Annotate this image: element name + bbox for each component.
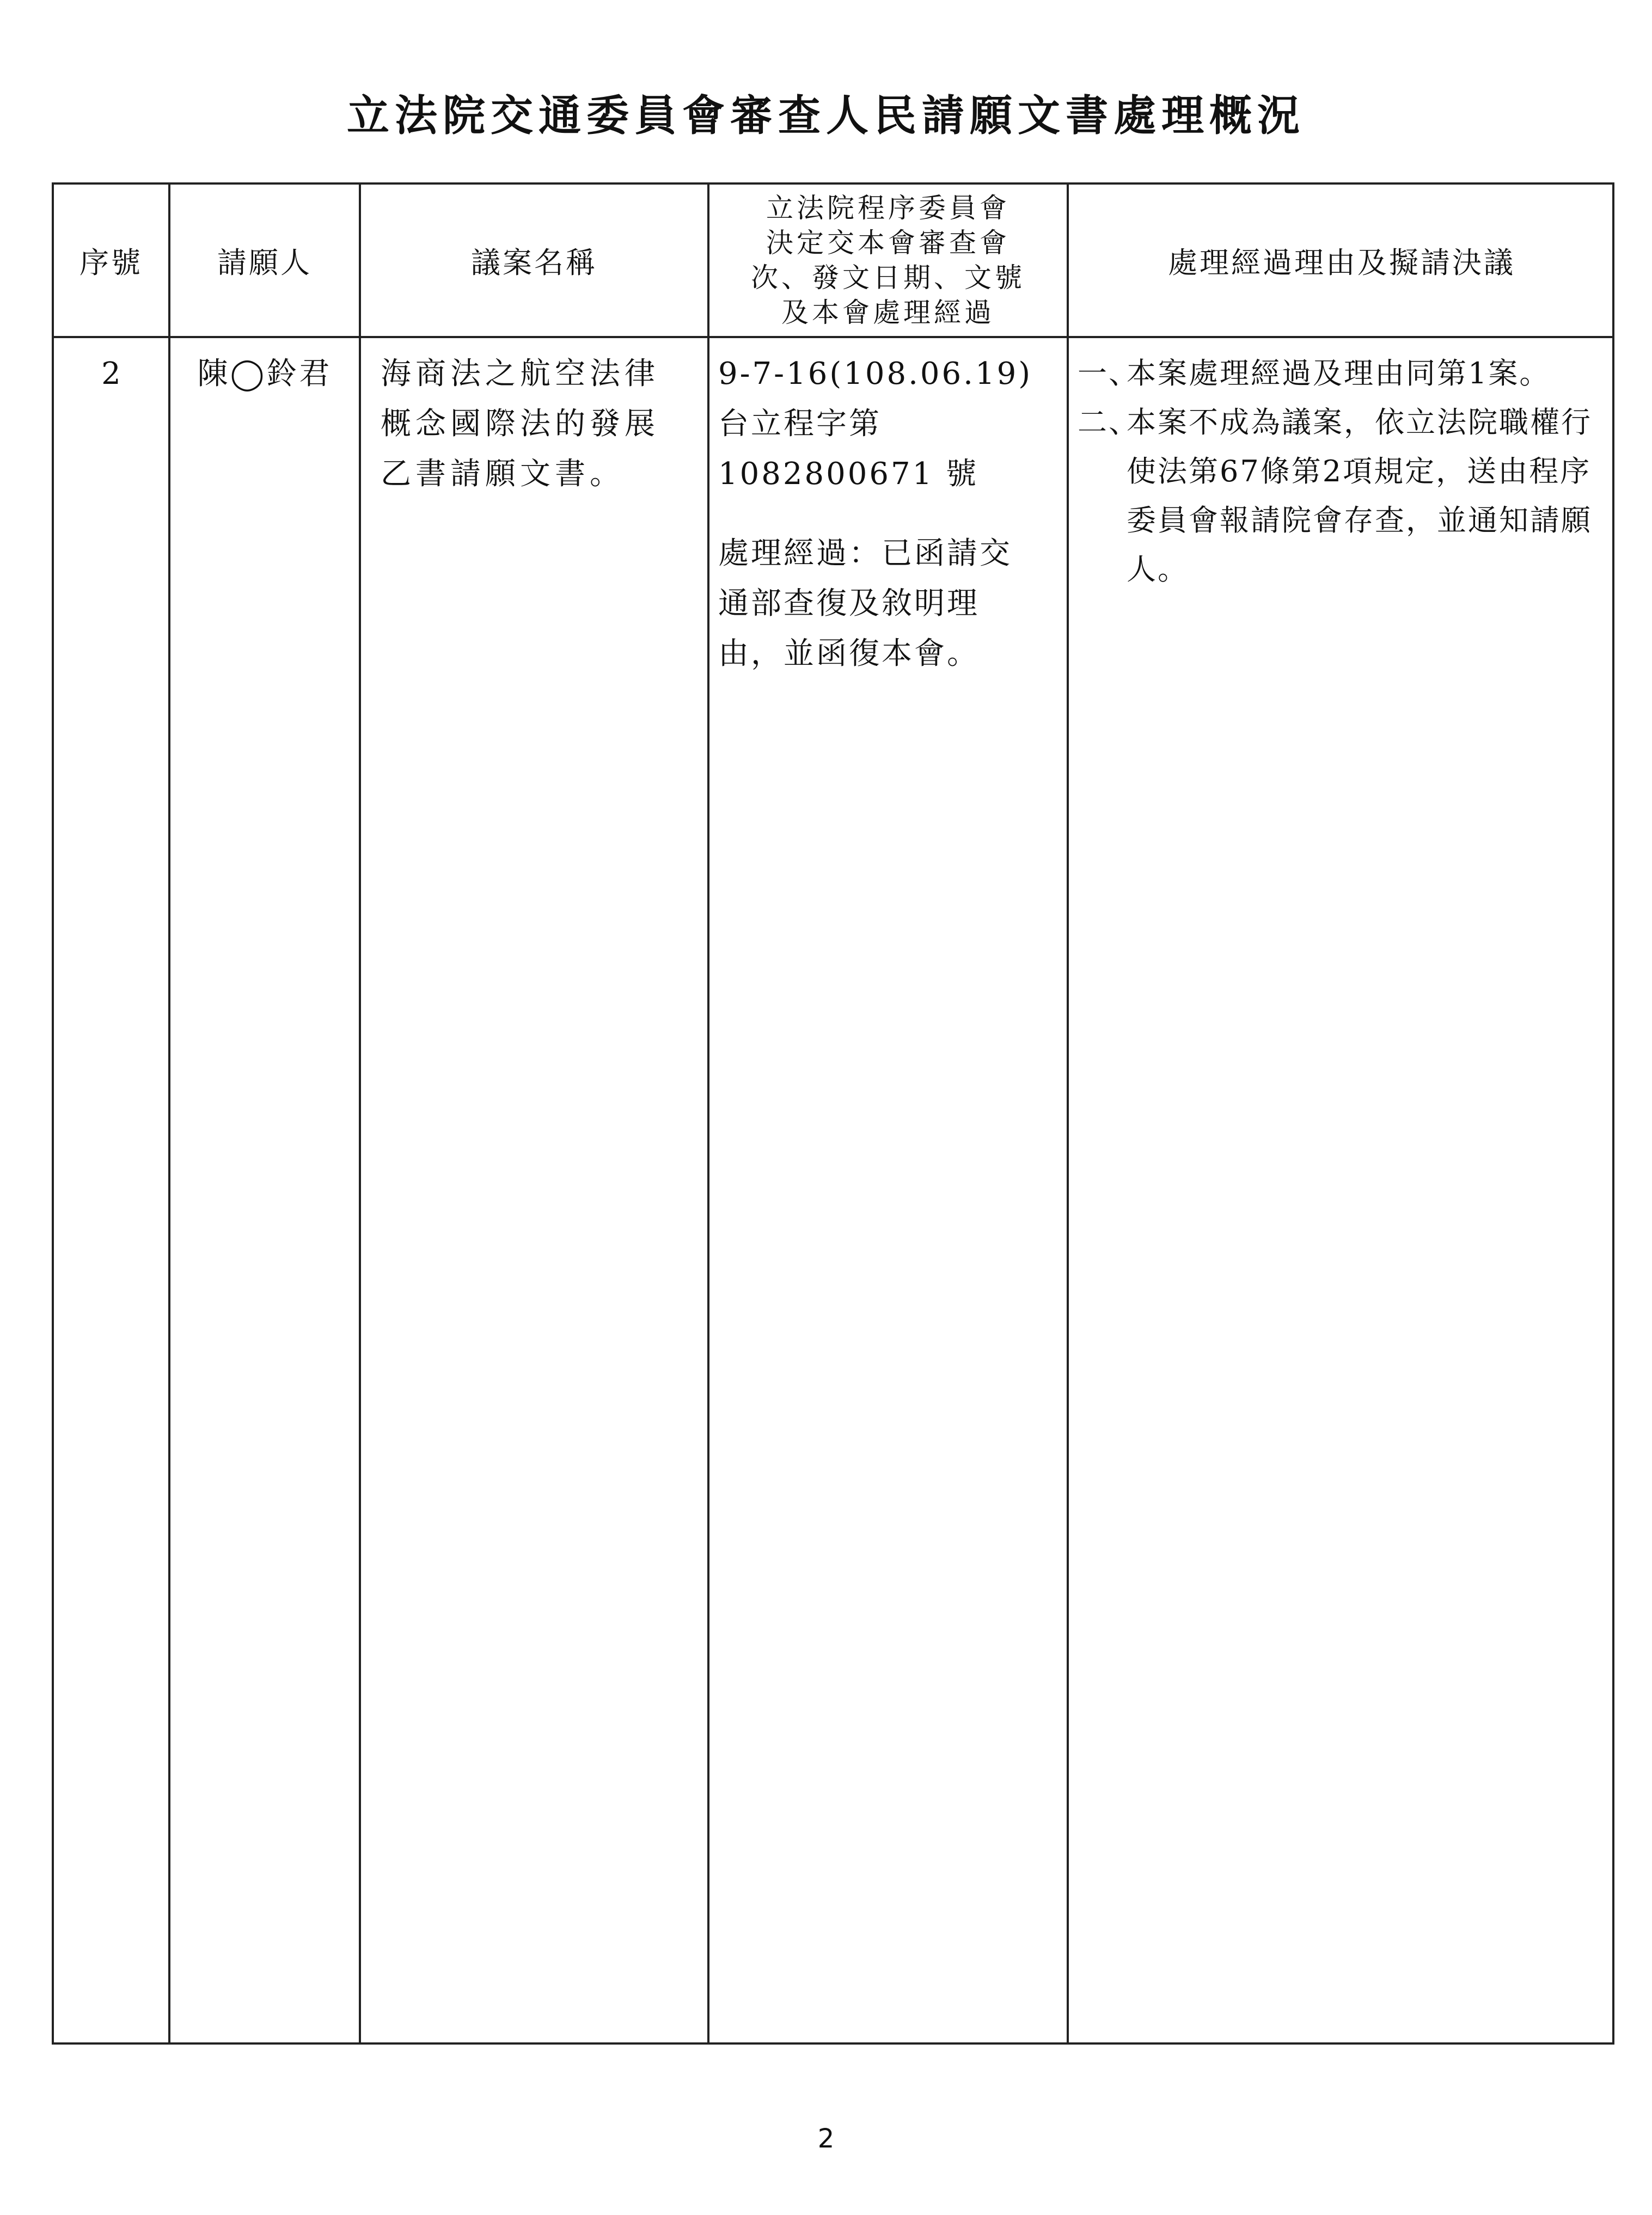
disposition-item <box>1078 349 1611 398</box>
petition-table <box>52 182 1614 2045</box>
column-divider <box>359 185 361 2042</box>
column-divider <box>707 185 709 2042</box>
page-number: 2 <box>817 2124 835 2154</box>
header-procedure-line: 次、發文日期、文號 <box>751 262 1025 293</box>
header-disposition: 處理經過理由及擬請決議 <box>1168 245 1515 280</box>
page-title: 立法院交通委員會審查人民請願文書處理概況 <box>346 91 1305 140</box>
bill-name-line: 乙書請願文書。 <box>381 456 625 492</box>
row-procedure <box>718 338 1061 679</box>
procedure-ref-line: 9-7-16(108.06.19) <box>718 356 1033 391</box>
row-disposition <box>1078 338 1611 594</box>
procedure-ref-line: 1082800671 號 <box>718 456 979 492</box>
header-procedure-line: 立法院程序委員會 <box>766 192 1010 224</box>
disposition-item-text: 本案不成為議案，依立法院職權行使法第67條第2項規定，送由程序委員會報請院會存查，並通知請願人。 <box>1127 405 1592 586</box>
disposition-item-number: 一、 <box>1078 356 1140 390</box>
header-petitioner: 請願人 <box>217 245 312 280</box>
row-serial: 2 <box>101 356 121 391</box>
column-divider <box>1067 185 1069 2042</box>
row-petitioner: 陳◯鈴君 <box>197 356 332 391</box>
header-bill-name: 議案名稱 <box>471 245 597 280</box>
procedure-note-line: 由，並函復本會。 <box>718 636 980 671</box>
bill-name-line: 概念國際法的發展 <box>381 406 659 442</box>
header-serial: 序號 <box>79 245 143 280</box>
procedure-note-line: 通部查復及敘明理 <box>718 586 980 621</box>
header-procedure-line: 及本會處理經過 <box>781 297 995 328</box>
disposition-item-text: 本案處理經過及理由同第1案。 <box>1127 356 1551 390</box>
header-procedure-line: 決定交本會審查會 <box>766 227 1010 259</box>
disposition-item <box>1078 398 1611 594</box>
procedure-note-line: 處理經過：已函請交 <box>718 536 1012 571</box>
header-procedure <box>709 185 1067 336</box>
bill-name-line: 海商法之航空法律 <box>381 356 659 391</box>
row-bill-name <box>381 338 696 499</box>
column-divider <box>168 185 170 2042</box>
procedure-ref-line: 台立程字第 <box>718 406 882 442</box>
disposition-item-number: 二、 <box>1078 405 1140 439</box>
